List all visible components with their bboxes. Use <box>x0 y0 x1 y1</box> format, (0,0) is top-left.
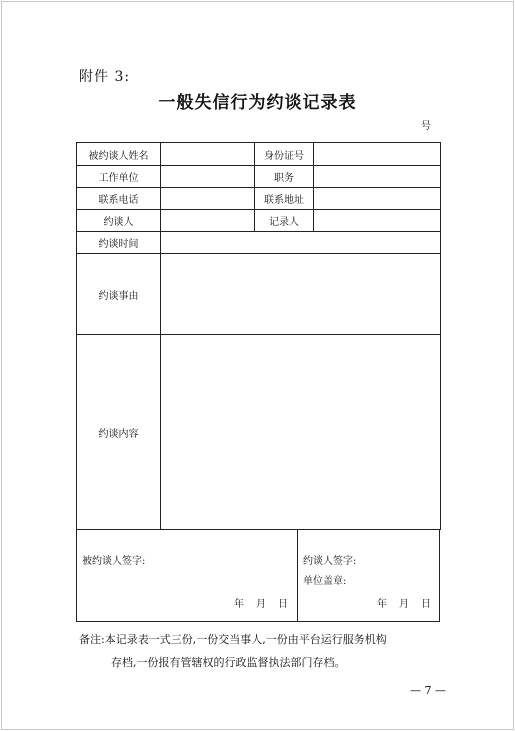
document-number-label: 号 <box>421 121 431 132</box>
table-row <box>77 335 441 530</box>
interview-time-label: 约谈时间 <box>77 232 161 254</box>
work-unit-label: 工作单位 <box>77 166 161 188</box>
table-row <box>77 210 441 232</box>
page-number: — 7 — <box>410 684 446 697</box>
remarks-note <box>79 628 459 674</box>
attachment-label: 附件 3: <box>79 69 131 85</box>
table-row <box>77 143 441 166</box>
interview-content-field[interactable] <box>161 335 441 530</box>
interviewer-field[interactable] <box>161 210 255 232</box>
page-title: 一般失信行为约谈记录表 <box>158 93 357 113</box>
work-unit-field[interactable] <box>161 166 255 188</box>
phone-label: 联系电话 <box>77 188 161 210</box>
id-number-field[interactable] <box>314 143 441 166</box>
interview-content-label: 约谈内容 <box>77 335 161 530</box>
interviewer-label: 约谈人 <box>77 210 161 232</box>
signature-divider <box>297 529 298 621</box>
table-row <box>77 188 441 210</box>
position-label: 职务 <box>255 166 314 188</box>
interview-reason-field[interactable] <box>161 254 441 335</box>
address-field[interactable] <box>314 188 441 210</box>
remarks-line-2: 存档,一份报有管辖权的行政监督执法部门存档。 <box>111 656 346 669</box>
interview-reason-label: 约谈事由 <box>77 254 161 335</box>
table-row <box>77 232 441 254</box>
table-row <box>77 254 441 335</box>
unit-seal-label: 单位盖章: <box>303 576 347 587</box>
interviewer-signature-date: 年 月 日 <box>377 599 432 610</box>
interviewee-signature-date: 年 月 日 <box>234 599 289 610</box>
recorder-label: 记录人 <box>255 210 314 232</box>
remarks-line-1: 备注:本记录表一式三份,一份交当事人,一份由平台运行服务机构 <box>79 633 387 646</box>
interviewee-name-field[interactable] <box>161 143 255 166</box>
interview-time-field[interactable] <box>161 232 441 254</box>
interviewee-name-label: 被约谈人姓名 <box>77 143 161 166</box>
recorder-field[interactable] <box>314 210 441 232</box>
interview-record-table <box>76 142 441 530</box>
position-field[interactable] <box>314 166 441 188</box>
interviewer-signature-label: 约谈人签字: <box>303 556 357 567</box>
phone-field[interactable] <box>161 188 255 210</box>
table-row <box>77 166 441 188</box>
address-label: 联系地址 <box>255 188 314 210</box>
id-number-label: 身份证号 <box>255 143 314 166</box>
signature-section <box>76 529 440 622</box>
interviewee-signature-label: 被约谈人签字: <box>82 556 146 567</box>
